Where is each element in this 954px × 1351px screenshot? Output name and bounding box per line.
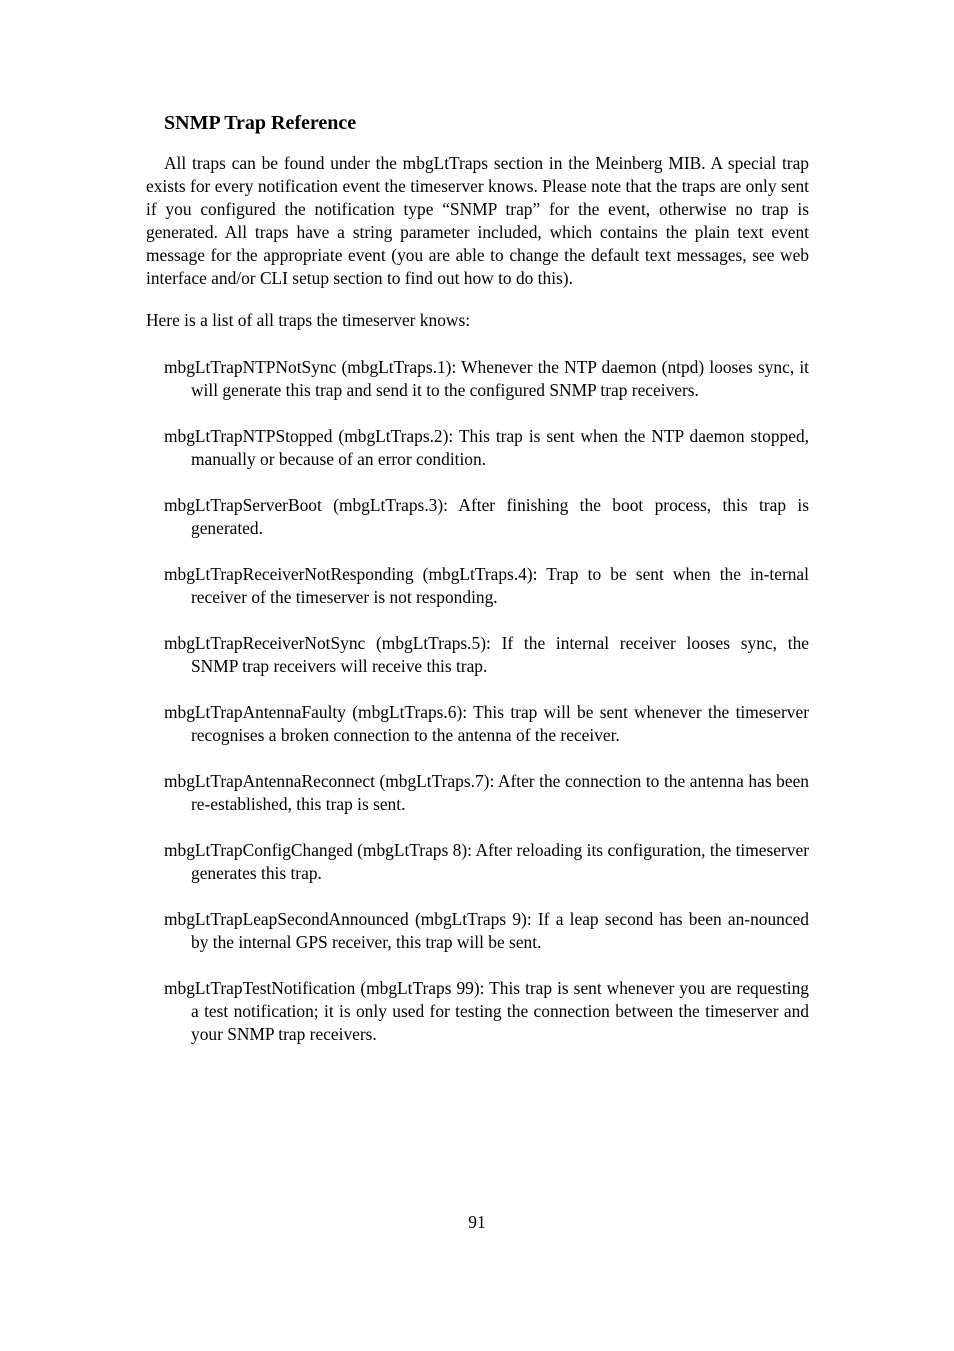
section-heading: SNMP Trap Reference [164,112,357,134]
page-body [146,108,809,1069]
trap-item: mbgLtTrapReceiverNotSync (mbgLtTraps.5): If the internal receiver looses sync, the SNMP trap receivers will receive this trap. [164,633,809,676]
trap-item: mbgLtTrapTestNotification (mbgLtTraps 99): This trap is sent whenever you are requesting a test notification; it is only used for testing the connection between the timeserver and your SNMP trap receivers. [164,978,809,1044]
trap-item: mbgLtTrapAntennaFaulty (mbgLtTraps.6): This trap will be sent whenever the timeserver recognises a broken connection to the antenna of the receiver. [164,702,809,745]
trap-list [164,356,809,1046]
list-intro: Here is a list of all traps the timeserver knows: [146,310,471,330]
trap-item: mbgLtTrapNTPStopped (mbgLtTraps.2): This trap is sent when the NTP daemon stopped, manually or because of an error condition. [164,426,809,469]
trap-item: mbgLtTrapServerBoot (mbgLtTraps.3): After finishing the boot process, this trap is generated. [164,495,809,538]
trap-item: mbgLtTrapReceiverNotResponding (mbgLtTraps.4): Trap to be sent when the in-ternal receiver of the timeserver is not responding. [164,564,809,607]
page-number: 91 [468,1212,486,1232]
intro-paragraph: All traps can be found under the mbgLtTraps section in the Meinberg MIB. A special trap exists for every notification event the timeserver knows. Please note that the traps are only sent if you configured the notification type “SNMP trap” for the event, otherwise no trap is generated. All traps have a string parameter included, which contains the plain text event message for the appropriate event (you are able to change the default text messages, see web interface and/or CLI setup section to find out how to do this). [146,153,809,288]
trap-item: mbgLtTrapConfigChanged (mbgLtTraps 8): After reloading its configuration, the timeserver generates this trap. [164,840,809,883]
trap-item: mbgLtTrapNTPNotSync (mbgLtTraps.1): Whenever the NTP daemon (ntpd) looses sync, it will generate this trap and send it to the configured SNMP trap receivers. [164,357,809,400]
trap-item: mbgLtTrapLeapSecondAnnounced (mbgLtTraps 9): If a leap second has been an-nounced by the internal GPS receiver, this trap will be sent. [164,909,809,952]
trap-item: mbgLtTrapAntennaReconnect (mbgLtTraps.7): After the connection to the antenna has been re-established, this trap is sent. [164,771,809,814]
